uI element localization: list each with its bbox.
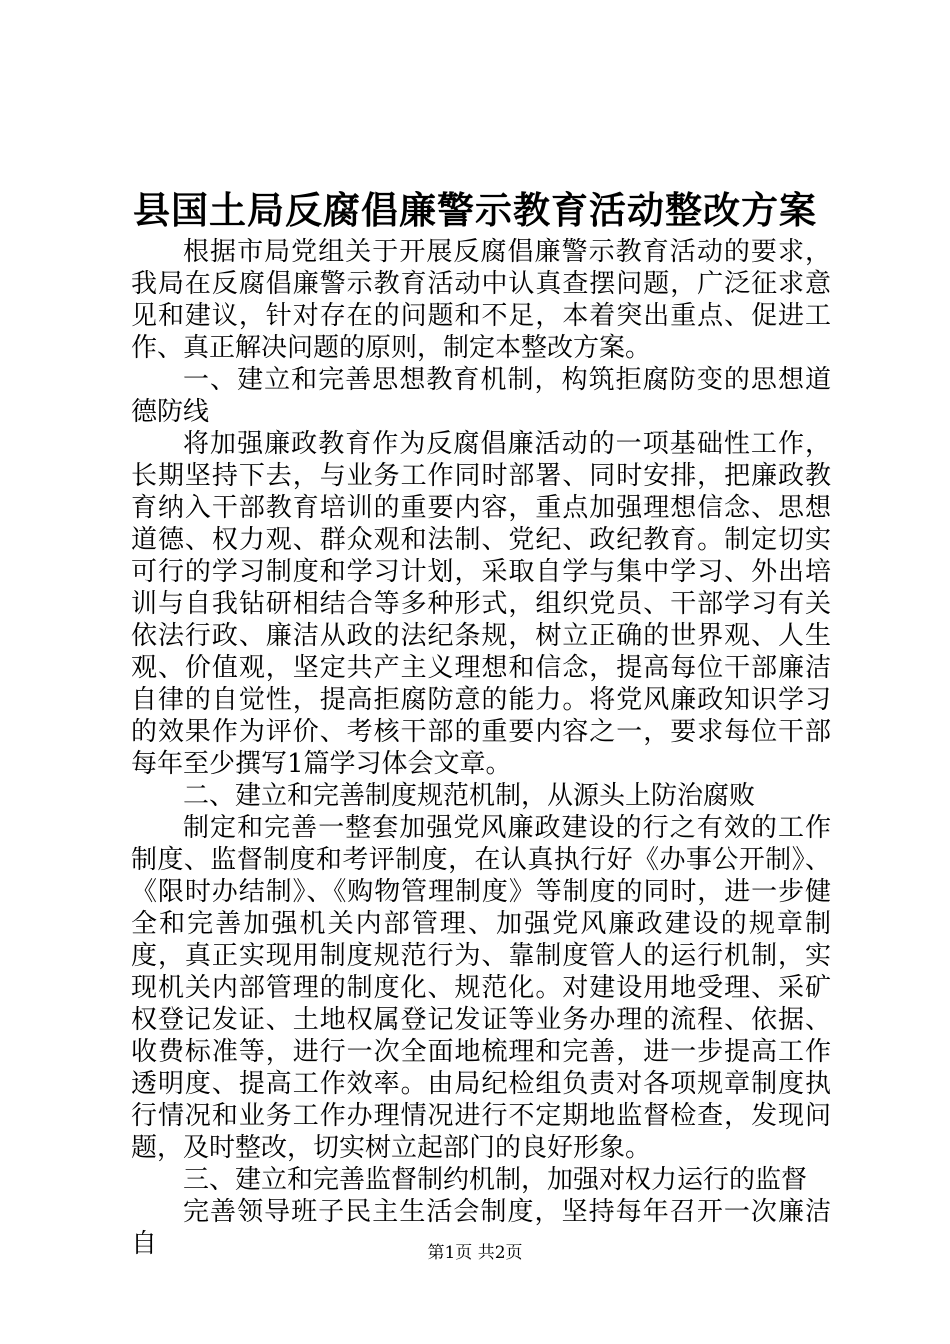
section-heading-1: 一、建立和完善思想教育机制，构筑拒腐防变的思想道德防线 (131, 365, 831, 427)
page-number-footer: 第1页 共2页 (427, 1243, 523, 1263)
intro-paragraph: 根据市局党组关于开展反腐倡廉警示教育活动的要求，我局在反腐倡廉警示教育活动中认真查摆问题，广泛征求意见和建议，针对存在的问题和不足，本着突出重点、促进工作、真正解决问题的原则，制定本整改方案。 (131, 237, 831, 363)
section-paragraph-2: 制定和完善一整套加强党风廉政建设的行之有效的工作制度、监督制度和考评制度，在认真执行好《办事公开制》、《限时办结制》、《购物管理制度》等制度的同时，进一步健全和完善加强机关内部管理、加强党风廉政建设的规章制度，真正实现用制度规范行为、靠制度管人的运行机制，实现机关内部管理的制度化、规范化。对建设用地受理、采矿权登记发证、土地权属登记发证等业务办理的流程、依据、收费标准等，进行一次全面地梳理和完善，进一步提高工作透明度、提高工作效率。由局纪检组负责对各项规章制度执行情况和业务工作办理情况进行不定期地监督检查，发现问题，及时整改，切实树立起部门的良好形象。 (131, 813, 831, 1163)
section-paragraph-3: 完善领导班子民主生活会制度，坚持每年召开一次廉洁自 (131, 1197, 831, 1259)
section-heading-3: 三、建立和完善监督制约机制，加强对权力运行的监督 (183, 1165, 808, 1195)
document-body (131, 236, 831, 1260)
section-heading-2: 二、建立和完善制度规范机制，从源头上防治腐败 (183, 781, 756, 811)
section-paragraph-1: 将加强廉政教育作为反腐倡廉活动的一项基础性工作，长期坚持下去，与业务工作同时部署、同时安排，把廉政教育纳入干部教育培训的重要内容，重点加强理想信念、思想道德、权力观、群众观和法制、党纪、政纪教育。制定切实可行的学习制度和学习计划，采取自学与集中学习、外出培训与自我钻研相结合等多种形式，组织党员、干部学习有关依法行政、廉洁从政的法纪条规，树立正确的世界观、人生观、价值观，坚定共产主义理想和信念，提高每位干部廉洁自律的自觉性，提高拒腐防意的能力。将党风廉政知识学习的效果作为评价、考核干部的重要内容之一，要求每位干部每年至少撰写1篇学习体会文章。 (131, 429, 831, 779)
document-title: 县国土局反腐倡廉警示教育活动整改方案 (133, 188, 817, 232)
